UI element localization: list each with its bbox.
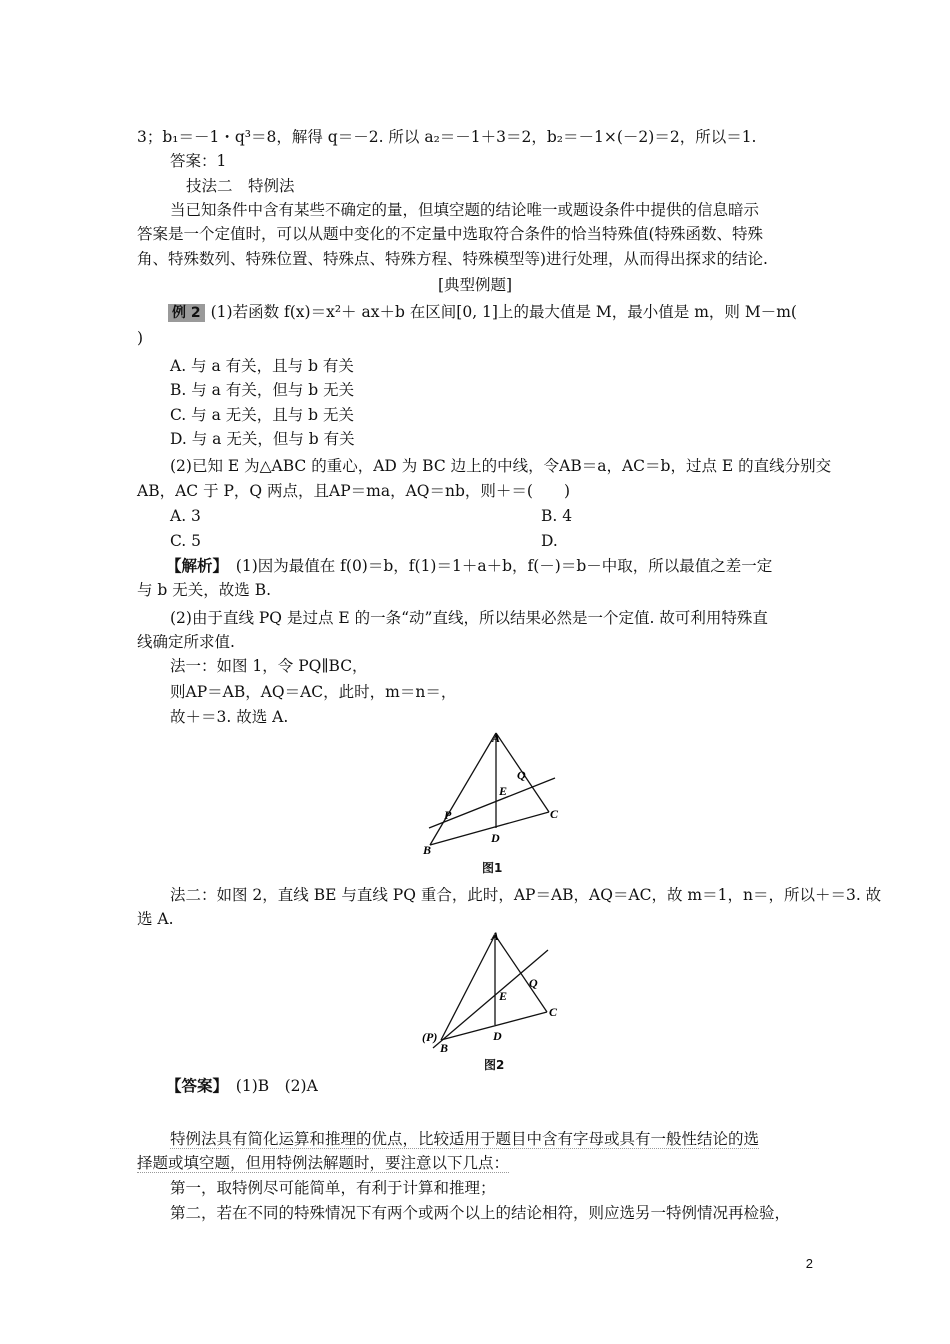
option-d: D. 与 a 无关，但与 b 有关 bbox=[170, 430, 355, 448]
analysis-line bbox=[166, 556, 772, 576]
text-line: (2)由于直线 PQ 是过点 E 的一条“动”直线，所以结果必然是一个定值. 故可利用特殊直 bbox=[170, 609, 768, 627]
text-line: 法二：如图 2，直线 BE 与直线 PQ 重合，此时，AP＝AB，AQ＝AC，故 m＝1，n＝，所以＋＝3. 故 bbox=[170, 886, 882, 904]
text-line: 角、特殊数列、特殊位置、特殊点、特殊方程、特殊模型等)进行处理，从而得出探求的结论. bbox=[137, 250, 768, 268]
option-d: D. bbox=[541, 532, 558, 550]
text-line: 第二，若在不同的特殊情况下有两个或两个以上的结论相符，则应选另一特例情况再检验， bbox=[170, 1204, 791, 1222]
option-b: B. 4 bbox=[541, 507, 573, 525]
subsection-heading: [典型例题] bbox=[437, 276, 513, 294]
text-line: 当已知条件中含有某些不确定的量，但填空题的结论唯一或题设条件中提供的信息暗示 bbox=[170, 201, 760, 219]
label-b: B bbox=[423, 843, 432, 857]
label-q: Q bbox=[529, 976, 538, 990]
text-line: 与 b 无关，故选 B. bbox=[137, 581, 272, 599]
option-b: B. 与 a 有关，但与 b 无关 bbox=[170, 381, 355, 399]
figure-1-caption: 图1 bbox=[482, 861, 503, 875]
text-line: 第一，取特例尽可能简单，有利于计算和推理； bbox=[170, 1179, 496, 1197]
label-p: P bbox=[444, 808, 452, 822]
text-line bbox=[170, 1129, 759, 1149]
figure-1 bbox=[415, 728, 565, 858]
option-a: A. 3 bbox=[170, 507, 201, 525]
label-q: Q bbox=[517, 768, 526, 782]
analysis-tag: 【解析】 bbox=[166, 556, 221, 575]
example-text: (1)若函数 f(x)＝x²＋ ax＋b 在区间[0, 1]上的最大值是 M，最小值是 m，则 M－m( bbox=[210, 303, 797, 321]
label-d: D bbox=[491, 831, 500, 845]
label-p: (P) bbox=[422, 1030, 438, 1044]
answer-line: 答案：1 bbox=[170, 152, 227, 170]
text-line: 法一：如图 1，令 PQ∥BC， bbox=[170, 657, 368, 675]
option-a: A. 与 a 有关，且与 b 有关 bbox=[170, 357, 354, 375]
label-e: E bbox=[499, 989, 508, 1003]
option-c: C. 5 bbox=[170, 532, 202, 550]
text-line: 线确定所求值. bbox=[137, 633, 235, 651]
page-number: 2 bbox=[805, 1256, 813, 1271]
label-a: A bbox=[492, 731, 501, 745]
example-line bbox=[168, 302, 797, 322]
text-line: ) bbox=[137, 329, 144, 347]
figure-2 bbox=[413, 928, 573, 1058]
answer-tag: 【答案】 bbox=[166, 1076, 221, 1095]
text-line: 3；b₁＝－1・q³＝8，解得 q＝－2. 所以 a₂＝－1＋3＝2，b₂＝－1×(－2)＝2，所以＝1. bbox=[137, 128, 757, 146]
answer-text: (1)B (2)A bbox=[235, 1077, 318, 1095]
option-c: C. 与 a 无关，且与 b 无关 bbox=[170, 406, 355, 424]
label-e: E bbox=[499, 784, 508, 798]
triangle-diagram-2 bbox=[413, 928, 573, 1058]
analysis-text: (1)因为最值在 f(0)＝b，f(1)＝1＋a＋b，f(－)＝b－中取，所以最值之差一定 bbox=[235, 557, 773, 575]
answer-line bbox=[166, 1076, 318, 1096]
triangle-diagram-1 bbox=[415, 728, 565, 858]
label-a: A bbox=[491, 929, 500, 943]
text-line: (2)已知 E 为△ABC 的重心，AD 为 BC 边上的中线，令AB＝a，AC＝b，过点 E 的直线分别交 bbox=[170, 457, 832, 475]
text-line: AB，AC 于 P，Q 两点，且AP＝ma，AQ＝nb，则＋＝( ) bbox=[137, 482, 571, 500]
label-c: C bbox=[550, 807, 559, 821]
text-line: 答案是一个定值时，可以从题中变化的不定量中选取符合条件的恰当特殊值(特殊函数、特殊 bbox=[137, 225, 764, 243]
text-line: 则AP＝AB，AQ＝AC，此时，m＝n＝， bbox=[170, 683, 457, 701]
figure-2-caption: 图2 bbox=[484, 1058, 505, 1072]
text-line: 选 A. bbox=[137, 910, 174, 928]
text-line: 故＋＝3. 故选 A. bbox=[170, 708, 289, 726]
label-d: D bbox=[493, 1029, 502, 1043]
text-line bbox=[137, 1153, 509, 1173]
label-c: C bbox=[549, 1005, 558, 1019]
underlined-text: 择题或填空题，但用特例法解题时，要注意以下几点： bbox=[137, 1154, 510, 1172]
label-b: B bbox=[440, 1041, 449, 1055]
underlined-text: 特例法具有简化运算和推理的优点，比较适用于题目中含有字母或具有一般性结论的选 bbox=[170, 1130, 760, 1148]
section-heading: 技法二 特例法 bbox=[186, 177, 295, 195]
example-badge: 例 2 bbox=[168, 304, 205, 322]
